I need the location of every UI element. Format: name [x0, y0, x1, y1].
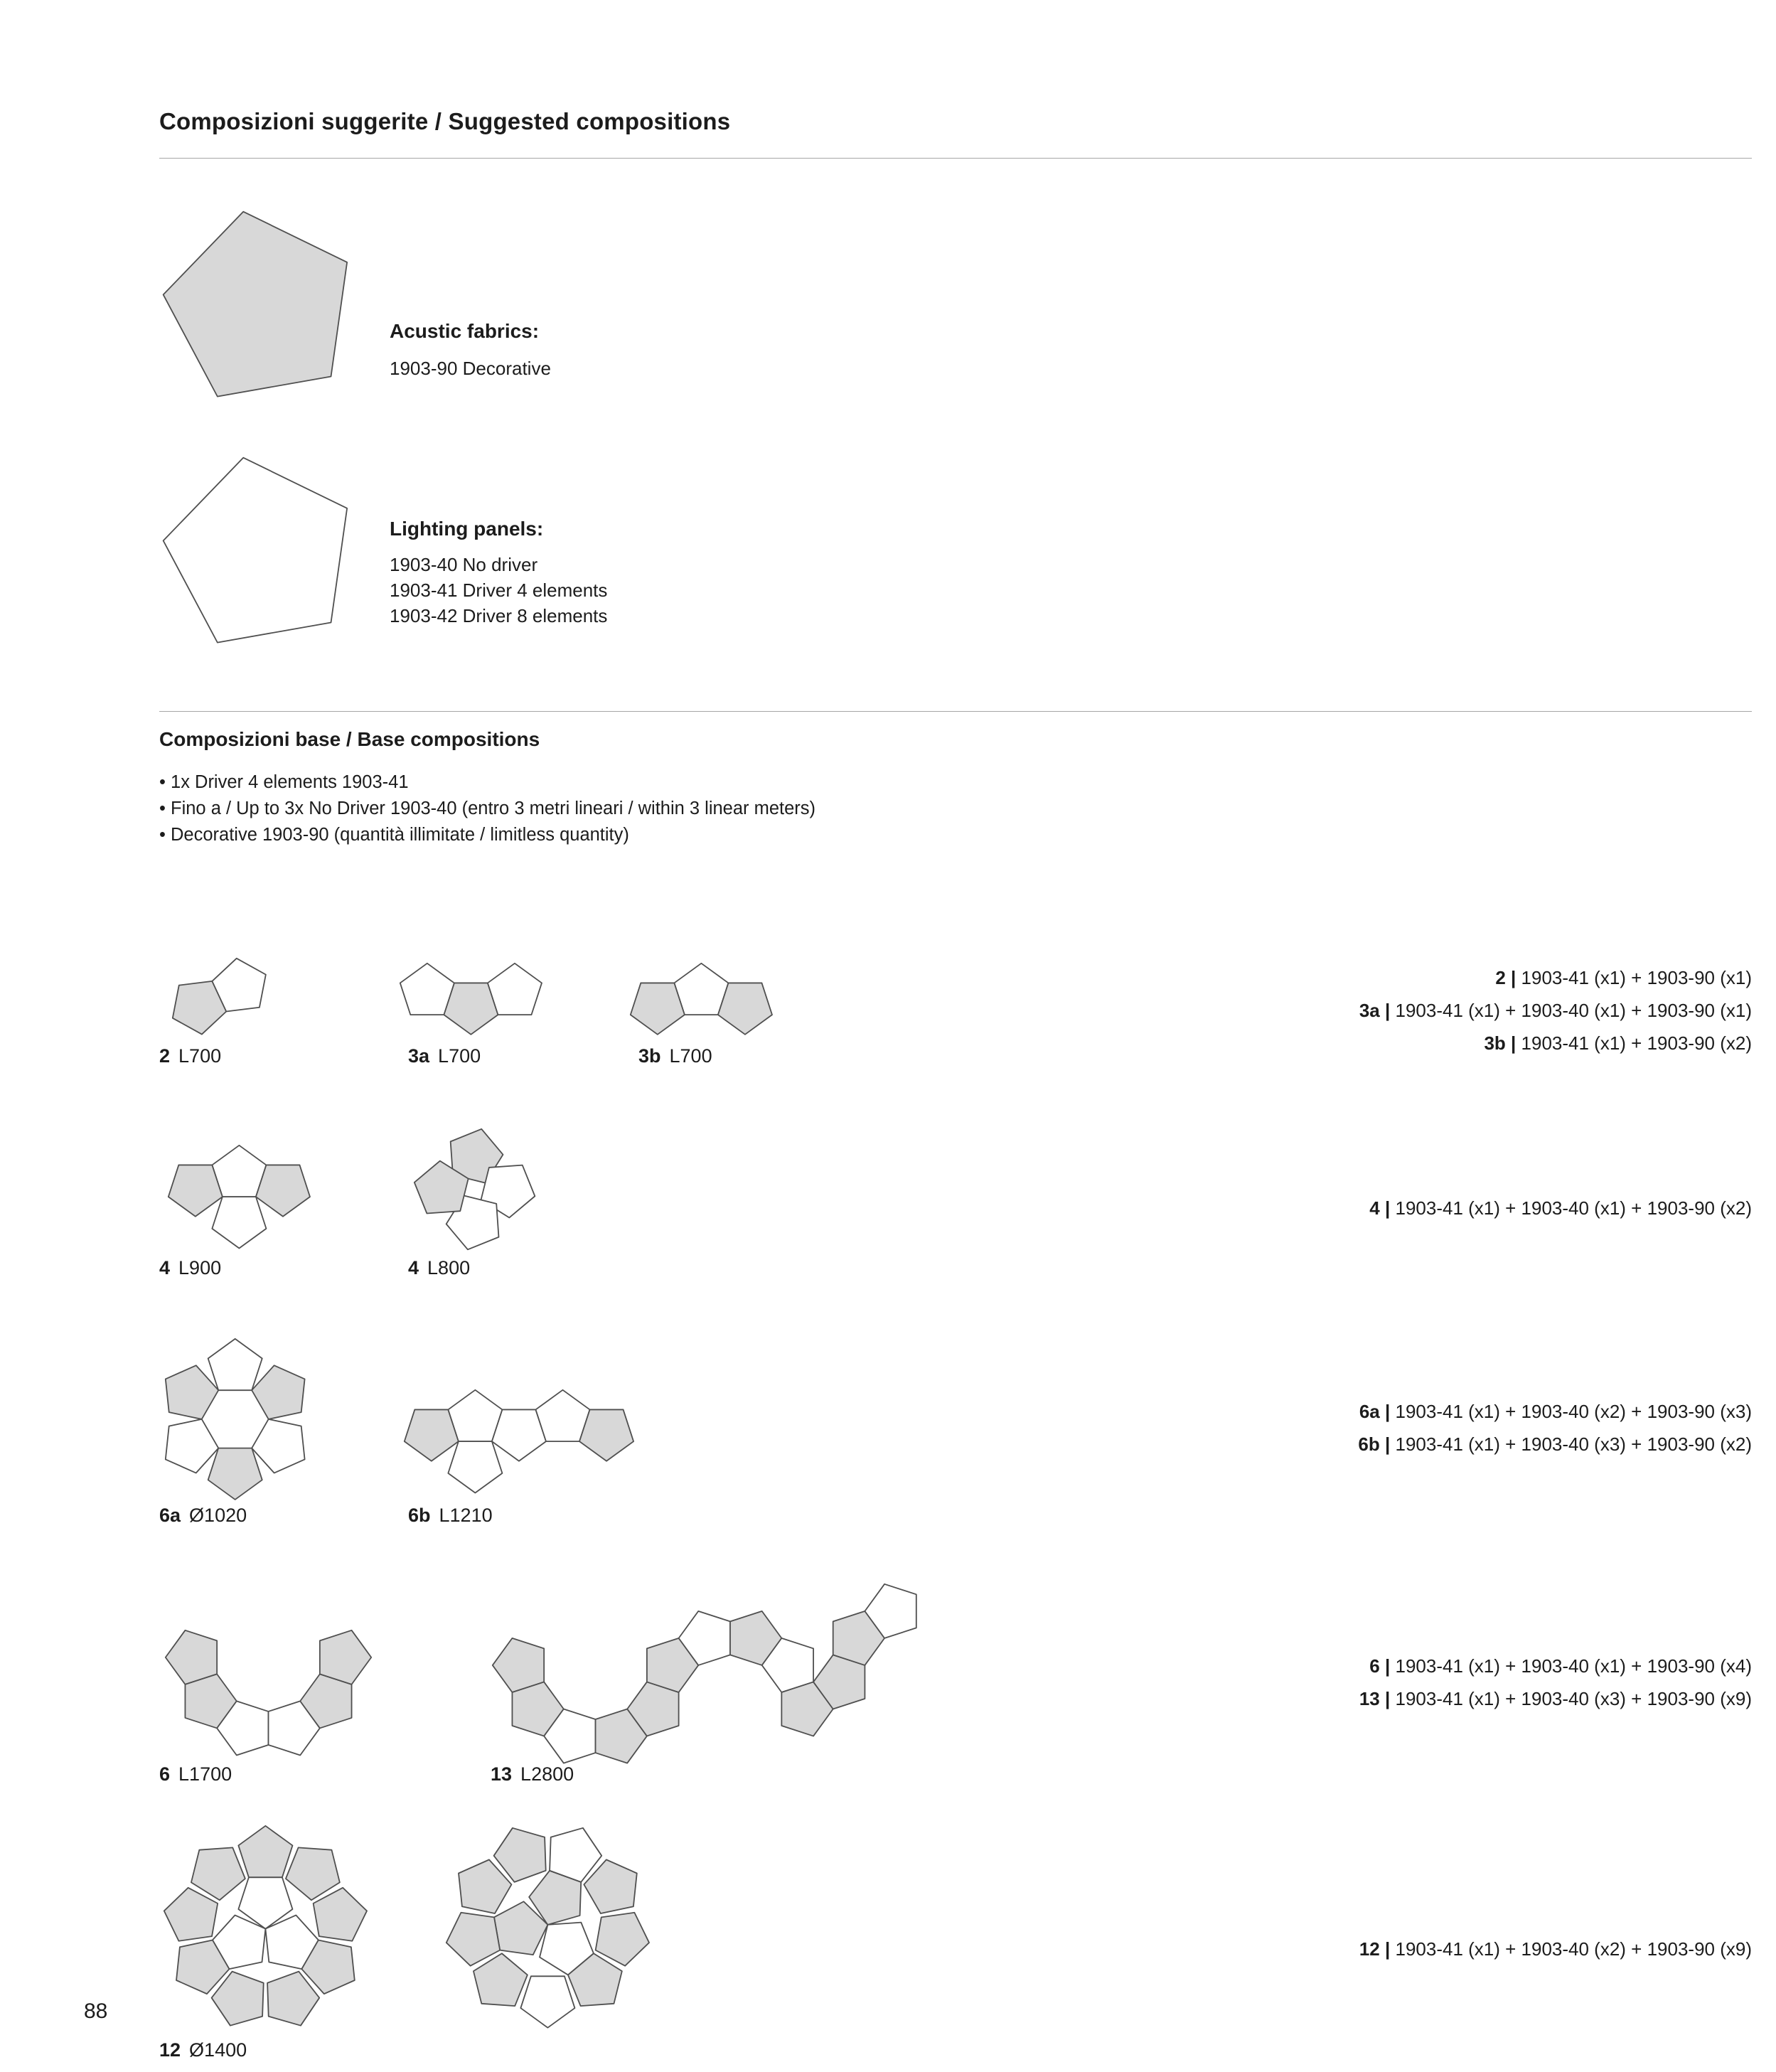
composition-number: 3b: [638, 1045, 661, 1067]
composition-svg: [491, 1582, 919, 1765]
bullet-1: • 1x Driver 4 elements 1903-41: [159, 772, 409, 792]
spec-line: [1359, 1682, 1752, 1715]
spec-line-parts: 1903-41 (x1) + 1903-40 (x2) + 1903-90 (x3): [1395, 1401, 1752, 1422]
spec-line-parts: 1903-41 (x1) + 1903-40 (x1) + 1903-90 (x4): [1395, 1655, 1752, 1677]
bullet-2: • Fino a / Up to 3x No Driver 1903-40 (entro 3 metri lineari / within 3 linear meters): [159, 799, 816, 818]
pentagon-panel: [520, 1976, 574, 2027]
spec-group-row4: [1359, 1650, 1752, 1715]
spec-line: [1358, 1395, 1752, 1428]
spec-group-row2: [1369, 1192, 1752, 1224]
composition-svg: [402, 1388, 636, 1495]
composition-3a-label: [408, 1045, 481, 1067]
spec-line-number: 6 |: [1369, 1655, 1396, 1677]
composition-svg: [164, 1628, 373, 1757]
composition-svg: [162, 1824, 369, 2028]
spec-line-parts: 1903-41 (x1) + 1903-40 (x3) + 1903-90 (x2): [1395, 1433, 1752, 1455]
composition-size: L1210: [439, 1505, 493, 1526]
pentagon-panel: [596, 1913, 649, 1966]
spec-line-number: 4 |: [1369, 1197, 1396, 1219]
composition-4-L800-label: [408, 1257, 470, 1279]
base-compositions-title: Composizioni base / Base compositions: [159, 728, 540, 750]
composition-svg: [444, 1826, 651, 2030]
spec-line: [1359, 1650, 1752, 1682]
composition-svg: [412, 1127, 537, 1251]
page-title: Composizioni suggerite / Suggested compositions: [159, 108, 731, 134]
composition-size: L700: [669, 1045, 712, 1067]
composition-svg: [156, 451, 354, 649]
composition-4-L900-label: [159, 1257, 221, 1279]
composition-svg: [398, 961, 544, 1037]
composition-number: 12: [159, 2039, 181, 2061]
composition-svg: [156, 205, 354, 403]
composition-size: L1700: [178, 1763, 232, 1785]
bullet-3: • Decorative 1903-90 (quantità illimitate / limitless quantity): [159, 825, 629, 845]
composition-12-diagram-b: [444, 1826, 651, 2030]
pentagon-panel: [238, 1826, 292, 1877]
composition-12-diagram-a: [162, 1824, 369, 2028]
pentagon-panel: [400, 963, 454, 1015]
spec-line-parts: 1903-41 (x1) + 1903-90 (x2): [1521, 1032, 1752, 1054]
spec-line-parts: 1903-41 (x1) + 1903-90 (x1): [1521, 967, 1752, 988]
legend-lighting-line-1: 1903-40 No driver: [390, 554, 538, 575]
composition-svg: [164, 1337, 306, 1502]
spec-group-row1: [1359, 961, 1752, 1059]
pentagon-panel: [208, 1448, 262, 1500]
pentagon-panel: [168, 1165, 223, 1216]
spec-line-parts: 1903-41 (x1) + 1903-40 (x2) + 1903-90 (x9): [1395, 1938, 1752, 1960]
composition-number: 6: [159, 1763, 171, 1785]
spec-line-number: 3a |: [1359, 1000, 1396, 1021]
legend-acoustic-line: 1903-90 Decorative: [390, 358, 551, 379]
composition-12-label: [159, 2039, 247, 2061]
legend-lighting-pentagon: [156, 451, 354, 649]
spec-line: [1358, 1428, 1752, 1460]
base-compositions-bullets: [159, 769, 815, 848]
composition-4-L900-diagram: [166, 1143, 312, 1250]
composition-size: L700: [438, 1045, 481, 1067]
composition-size: L700: [178, 1045, 222, 1067]
divider-middle: [159, 711, 1752, 712]
pentagon-panel: [191, 1847, 245, 1900]
pentagon-panel: [252, 1419, 304, 1473]
composition-number: 6a: [159, 1505, 181, 1526]
spec-line: [1359, 994, 1752, 1027]
composition-number: 2: [159, 1045, 171, 1067]
composition-size: Ø1400: [189, 2039, 247, 2061]
composition-3b-diagram: [628, 961, 774, 1037]
composition-6a-label: [159, 1505, 247, 1527]
pentagon-panel: [718, 983, 772, 1034]
pentagon-panel: [579, 1409, 633, 1460]
composition-number: 4: [159, 1257, 171, 1278]
spec-line: [1369, 1192, 1752, 1224]
pentagon-panel: [446, 1913, 500, 1966]
composition-6-label: [159, 1763, 232, 1785]
composition-svg: [166, 1143, 312, 1250]
legend-lighting-line-3: 1903-42 Driver 8 elements: [390, 605, 608, 626]
composition-6b-label: [408, 1505, 493, 1527]
pentagon-panel: [474, 1953, 528, 2006]
composition-2-label: [159, 1045, 221, 1067]
pentagon-panel: [164, 458, 347, 643]
pentagon-panel: [164, 1888, 218, 1941]
spec-line: [1359, 1027, 1752, 1059]
composition-size: L2800: [520, 1763, 574, 1785]
composition-6b-diagram: [402, 1388, 636, 1495]
composition-size: L900: [178, 1257, 222, 1278]
composition-3a-diagram: [398, 961, 544, 1037]
legend-acoustic-pentagon: [156, 205, 354, 403]
spec-line-number: 3b |: [1484, 1032, 1521, 1054]
pentagon-panel: [286, 1847, 340, 1900]
spec-line-parts: 1903-41 (x1) + 1903-40 (x1) + 1903-90 (x2): [1395, 1197, 1752, 1219]
spec-group-row5: [1359, 1933, 1752, 1965]
composition-number: 3a: [408, 1045, 430, 1067]
composition-size: L800: [427, 1257, 471, 1278]
pentagon-panel: [448, 1441, 502, 1492]
composition-size: Ø1020: [189, 1505, 247, 1526]
legend-lighting-line-2: 1903-41 Driver 4 elements: [390, 580, 608, 601]
pentagon-panel: [212, 1197, 266, 1248]
composition-number: 4: [408, 1257, 419, 1278]
composition-13-diagram: [491, 1582, 919, 1765]
pentagon-panel: [208, 1339, 262, 1390]
spec-line-number: 6b |: [1358, 1433, 1396, 1455]
pentagon-panel: [166, 1419, 218, 1473]
composition-number: 13: [491, 1763, 513, 1785]
spec-line-number: 2 |: [1495, 967, 1521, 988]
spec-line: [1359, 1933, 1752, 1965]
composition-13-label: [491, 1763, 574, 1785]
composition-svg: [628, 961, 774, 1037]
composition-6a-diagram: [164, 1337, 306, 1502]
spec-line-parts: 1903-41 (x1) + 1903-40 (x3) + 1903-90 (x9): [1395, 1688, 1752, 1709]
spec-line-number: 6a |: [1359, 1401, 1396, 1422]
pentagon-panel: [314, 1888, 367, 1941]
pentagon-panel: [164, 212, 347, 397]
composition-3b-label: [638, 1045, 712, 1067]
legend-acoustic-title: Acustic fabrics:: [390, 320, 540, 342]
composition-svg: [171, 956, 268, 1036]
pentagon-panel: [256, 1165, 310, 1216]
legend-lighting-title: Lighting panels:: [390, 518, 544, 540]
pentagon-panel: [488, 963, 542, 1015]
pentagon-panel: [166, 1365, 218, 1419]
spec-line: [1359, 961, 1752, 994]
page-number: 88: [84, 1999, 108, 2023]
spec-line-number: 13 |: [1359, 1688, 1396, 1709]
composition-4-L800-diagram: [412, 1127, 537, 1251]
spec-line-number: 12 |: [1359, 1938, 1396, 1960]
spec-line-parts: 1903-41 (x1) + 1903-40 (x1) + 1903-90 (x1): [1395, 1000, 1752, 1021]
pentagon-panel: [320, 1630, 371, 1684]
pentagon-panel: [631, 983, 685, 1034]
divider-top: [159, 158, 1752, 159]
composition-2-diagram: [171, 956, 268, 1036]
composition-number: 6b: [408, 1505, 431, 1526]
pentagon-panel: [252, 1365, 304, 1419]
composition-6-diagram: [164, 1628, 373, 1757]
spec-group-row3: [1358, 1395, 1752, 1460]
